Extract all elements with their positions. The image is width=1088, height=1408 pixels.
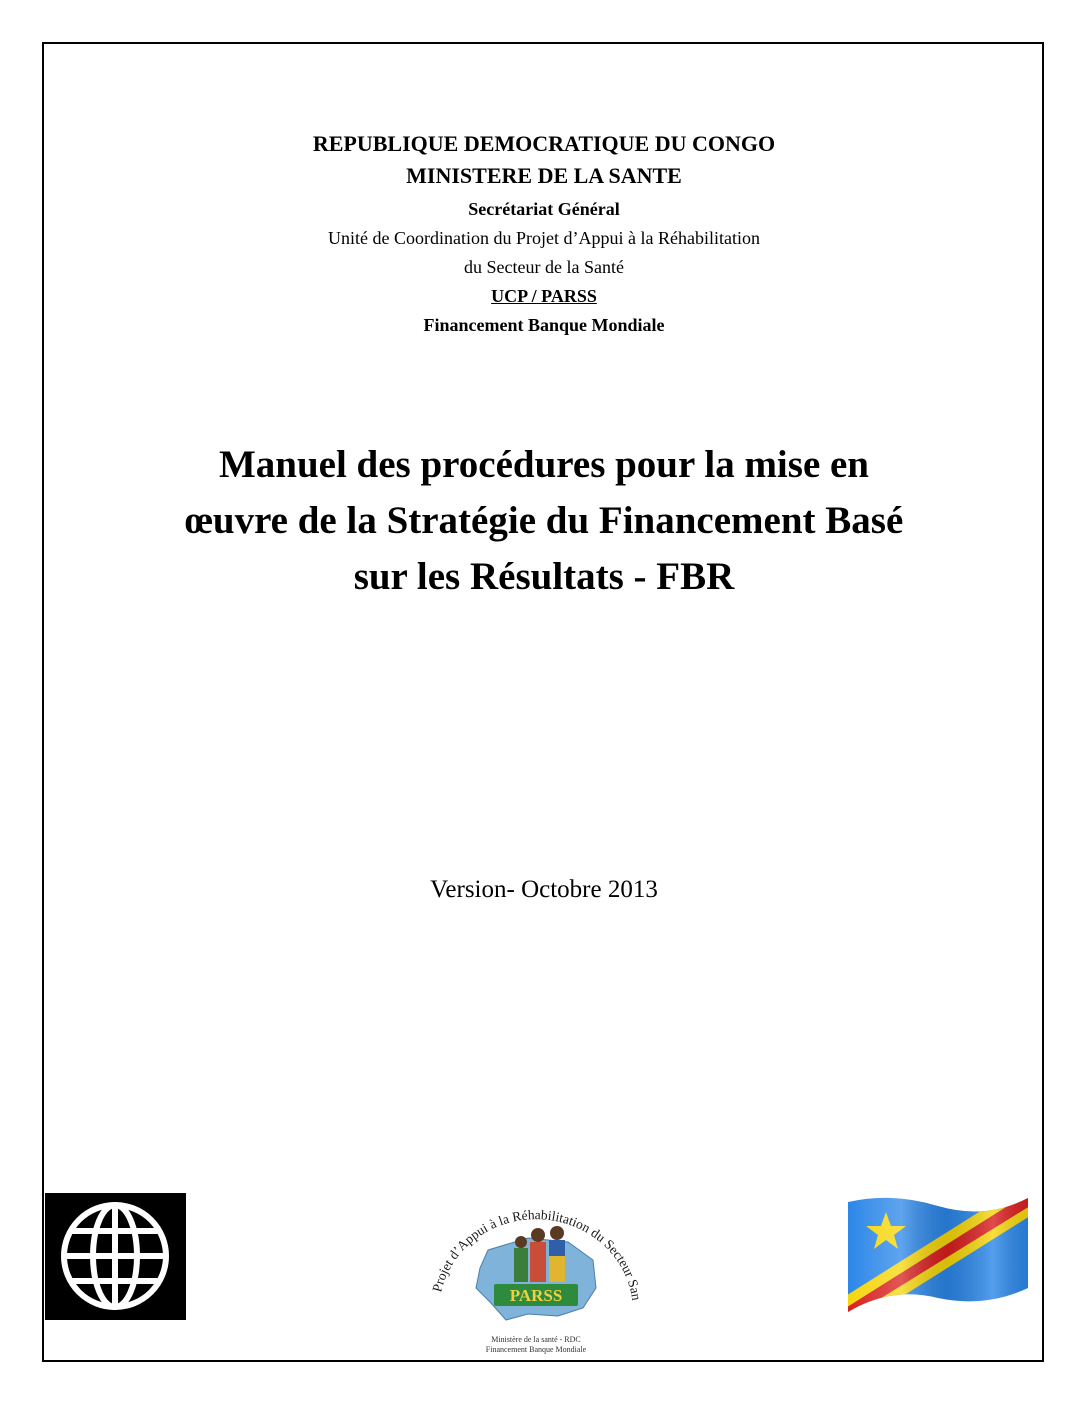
ucp-label: UCP / PARSS	[491, 286, 597, 306]
parss-logo-icon	[418, 1190, 654, 1362]
title-line-3: sur les Résultats - FBR	[353, 555, 735, 598]
parss-ring-text: Projet d’Appui à la Réhabilitation du Secteur San	[429, 1207, 645, 1302]
ministry-name: MINISTERE DE LA SANTE	[406, 163, 682, 188]
unit-name-line2: du Secteur de la Santé	[464, 257, 624, 277]
parss-center-text: PARSS	[509, 1286, 563, 1305]
country-name: REPUBLIQUE DEMOCRATIQUE DU CONGO	[312, 131, 776, 156]
document-title	[0, 437, 1088, 605]
world-bank-globe-icon	[45, 1193, 186, 1320]
title-line-1: Manuel des procédures pour la mise en	[218, 443, 870, 486]
unit-name-line1: Unité de Coordination du Projet d’Appui à la Réhabilitation	[328, 228, 760, 248]
title-line-2: œuvre de la Stratégie du Financement Basé	[184, 499, 904, 542]
parss-bottom-line1: Ministère de la santé - RDC	[491, 1335, 581, 1344]
drc-flag-icon	[846, 1190, 1030, 1318]
document-header	[0, 128, 1088, 340]
secretariat-name: Secrétariat Général	[468, 199, 620, 219]
funding-label: Financement Banque Mondiale	[423, 315, 665, 335]
parss-bottom-line2: Financement Banque Mondiale	[485, 1345, 587, 1354]
version-label: Version- Octobre 2013	[430, 876, 658, 903]
